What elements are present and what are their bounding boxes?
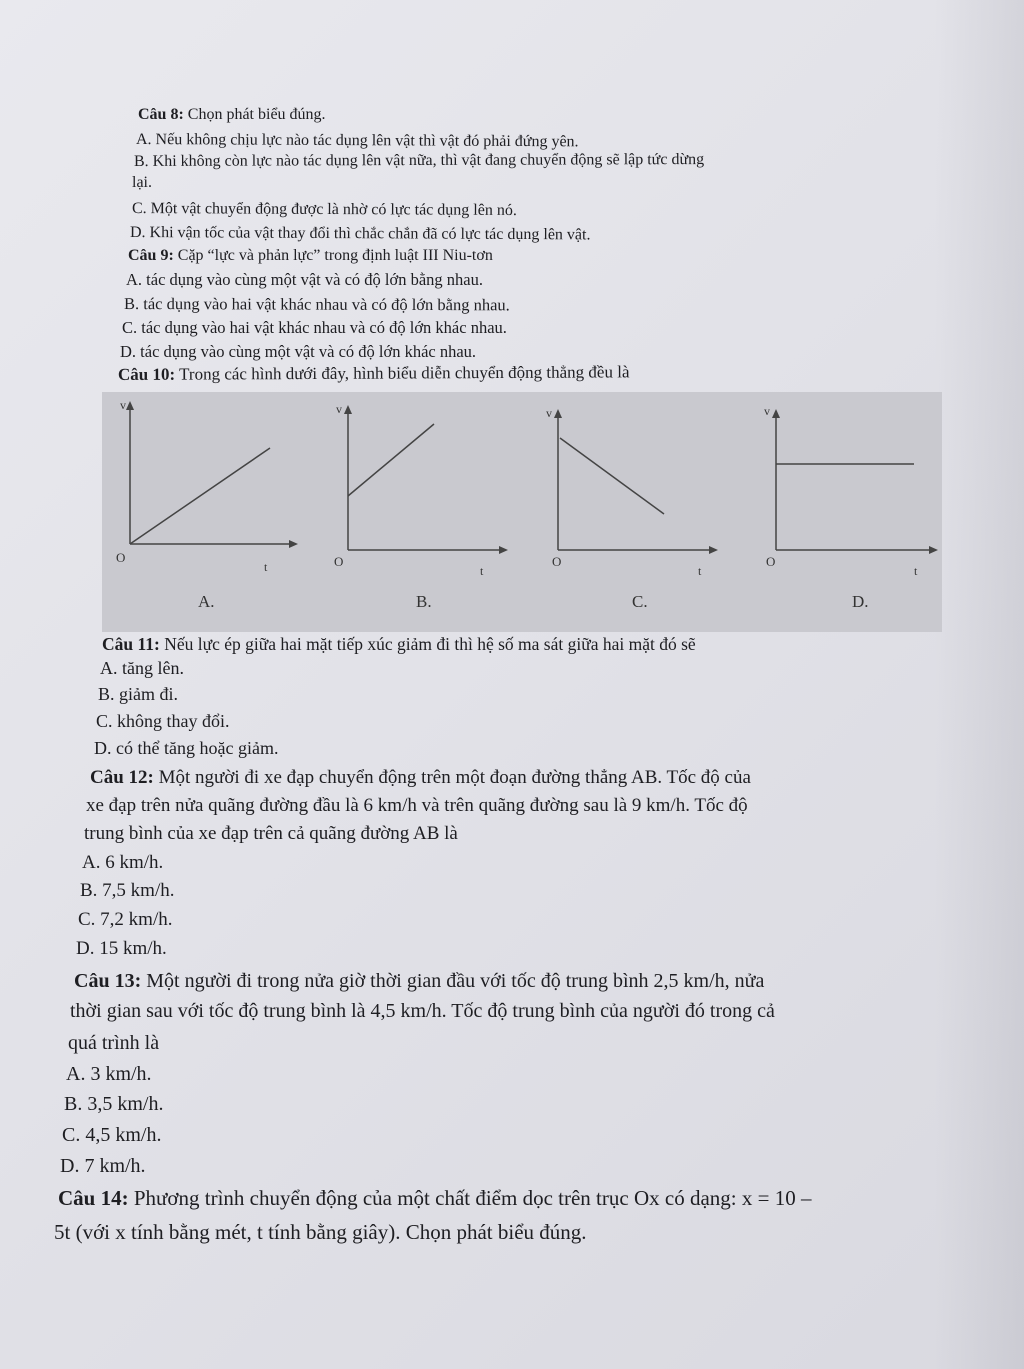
q8-text: Chọn phát biểu đúng. bbox=[187, 106, 326, 123]
q9-stem bbox=[128, 247, 493, 265]
graph-b-origin: O bbox=[334, 554, 344, 569]
q11-option-c: C. không thay đổi. bbox=[96, 711, 230, 731]
graph-a-velocity-line bbox=[130, 448, 270, 544]
graph-d-axis-t: t bbox=[914, 564, 918, 578]
graph-c-axis-t: t bbox=[698, 564, 702, 578]
q12-option-b: B. 7,5 km/h. bbox=[80, 880, 175, 901]
q13-text1: Một người đi trong nửa giờ thời gian đầu với tốc độ trung bình 2,5 km/h, nửa bbox=[146, 970, 765, 992]
q8-option-a: A. Nếu không chịu lực nào tác dụng lên vật thì vật đó phải đứng yên. bbox=[135, 131, 579, 151]
graph-d bbox=[742, 392, 952, 632]
q8-stem bbox=[138, 106, 326, 124]
q10-stem bbox=[118, 362, 630, 385]
q12-option-a: A. 6 km/h. bbox=[82, 852, 164, 873]
q12-option-c: C. 7,2 km/h. bbox=[78, 909, 173, 930]
graph-c-axis-v: v bbox=[546, 406, 552, 420]
q11-option-b: B. giảm đi. bbox=[98, 684, 178, 704]
q13-option-b: B. 3,5 km/h. bbox=[64, 1093, 164, 1115]
q13-stem-line1 bbox=[74, 970, 764, 993]
q13-stem-line2: thời gian sau với tốc độ trung bình là 4,5 km/h. Tốc độ trung bình của người đó trong cả bbox=[70, 1000, 775, 1022]
q14-stem-line1 bbox=[58, 1186, 811, 1211]
q9-option-c: C. tác dụng vào hai vật khác nhau và có độ lớn khác nhau. bbox=[122, 318, 507, 337]
q9-text: Cặp “lực và phản lực” trong định luật III Niu-tơn bbox=[177, 247, 493, 264]
q8-option-b-line2: lại. bbox=[132, 174, 152, 191]
q11-title: Câu 11: bbox=[102, 634, 160, 654]
q8-option-c: C. Một vật chuyển động được là nhờ có lực tác dụng lên nó. bbox=[131, 200, 517, 220]
graph-b bbox=[322, 392, 532, 632]
q13-stem-line3: quá trình là bbox=[68, 1032, 160, 1054]
q13-option-c: C. 4,5 km/h. bbox=[62, 1124, 162, 1146]
q14-stem-line2: 5t (với x tính bằng mét, t tính bằng giây). Chọn phát biểu đúng. bbox=[54, 1220, 587, 1244]
q12-stem-line2: xe đạp trên nửa quãng đường đầu là 6 km/h và trên quãng đường sau là 9 km/h. Tốc độ bbox=[86, 795, 748, 816]
graph-a-axis-t: t bbox=[264, 560, 268, 574]
q14-text1: Phương trình chuyển động của một chất điểm dọc trên trục Ox có dạng: x = 10 – bbox=[133, 1186, 812, 1210]
q11-text: Nếu lực ép giữa hai mặt tiếp xúc giảm đi thì hệ số ma sát giữa hai mặt đó sẽ bbox=[164, 634, 696, 654]
q12-stem-line1 bbox=[90, 767, 751, 789]
graph-d-plot bbox=[742, 392, 952, 632]
q9-option-b: B. tác dụng vào hai vật khác nhau và có độ lớn bằng nhau. bbox=[123, 294, 510, 315]
q10-title: Câu 10: bbox=[117, 364, 176, 384]
velocity-graphs-panel bbox=[102, 392, 942, 632]
graph-a-axis-v: v bbox=[120, 398, 126, 412]
graph-c-label: C. bbox=[632, 592, 648, 611]
graph-d-label: D. bbox=[852, 592, 869, 611]
q12-text1: Một người đi xe đạp chuyển động trên một đoạn đường thẳng AB. Tốc độ của bbox=[158, 767, 751, 788]
q11-option-a: A. tăng lên. bbox=[100, 658, 184, 678]
q9-title: Câu 9: bbox=[128, 247, 174, 264]
graph-d-origin: O bbox=[766, 554, 776, 569]
q8-option-d: D. Khi vận tốc của vật thay đổi thì chắc chắn đã có lực tác dụng lên vật. bbox=[129, 224, 591, 244]
graph-c-velocity-line bbox=[560, 438, 664, 514]
q11-stem bbox=[102, 634, 696, 655]
q9-option-d: D. tác dụng vào cùng một vật và có độ lớn khác nhau. bbox=[120, 342, 477, 361]
q13-title: Câu 13: bbox=[74, 970, 142, 992]
graph-b-label: B. bbox=[416, 592, 432, 611]
q12-title: Câu 12: bbox=[90, 767, 154, 788]
graph-a-label: A. bbox=[198, 592, 215, 611]
q10-text: Trong các hình dưới đây, hình biểu diễn chuyển động thẳng đều là bbox=[179, 362, 630, 384]
graph-c bbox=[532, 392, 742, 632]
graph-b-axis-v: v bbox=[336, 402, 342, 416]
q11-option-d: D. có thể tăng hoặc giảm. bbox=[94, 738, 279, 758]
q8-option-b-line1: B. Khi không còn lực nào tác dụng lên vật nữa, thì vật đang chuyển động sẽ lập tức dừng bbox=[133, 151, 705, 170]
q13-option-a: A. 3 km/h. bbox=[66, 1063, 152, 1085]
page-shadow bbox=[934, 0, 1024, 1369]
q12-option-d: D. 15 km/h. bbox=[76, 938, 167, 959]
graph-a-origin: O bbox=[116, 550, 126, 565]
q8-title: Câu 8: bbox=[138, 106, 184, 123]
graph-b-velocity-line bbox=[348, 424, 434, 496]
graph-b-axis-t: t bbox=[480, 564, 484, 578]
graph-d-axis-v: v bbox=[764, 404, 770, 418]
graph-a bbox=[102, 392, 312, 632]
q12-stem-line3: trung bình của xe đạp trên cả quãng đường AB là bbox=[84, 823, 458, 844]
q13-option-d: D. 7 km/h. bbox=[60, 1155, 146, 1177]
graph-c-origin: O bbox=[552, 554, 562, 569]
q14-title: Câu 14: bbox=[58, 1186, 129, 1210]
q9-option-a: A. tác dụng vào cùng một vật và có độ lớn bằng nhau. bbox=[126, 270, 483, 289]
